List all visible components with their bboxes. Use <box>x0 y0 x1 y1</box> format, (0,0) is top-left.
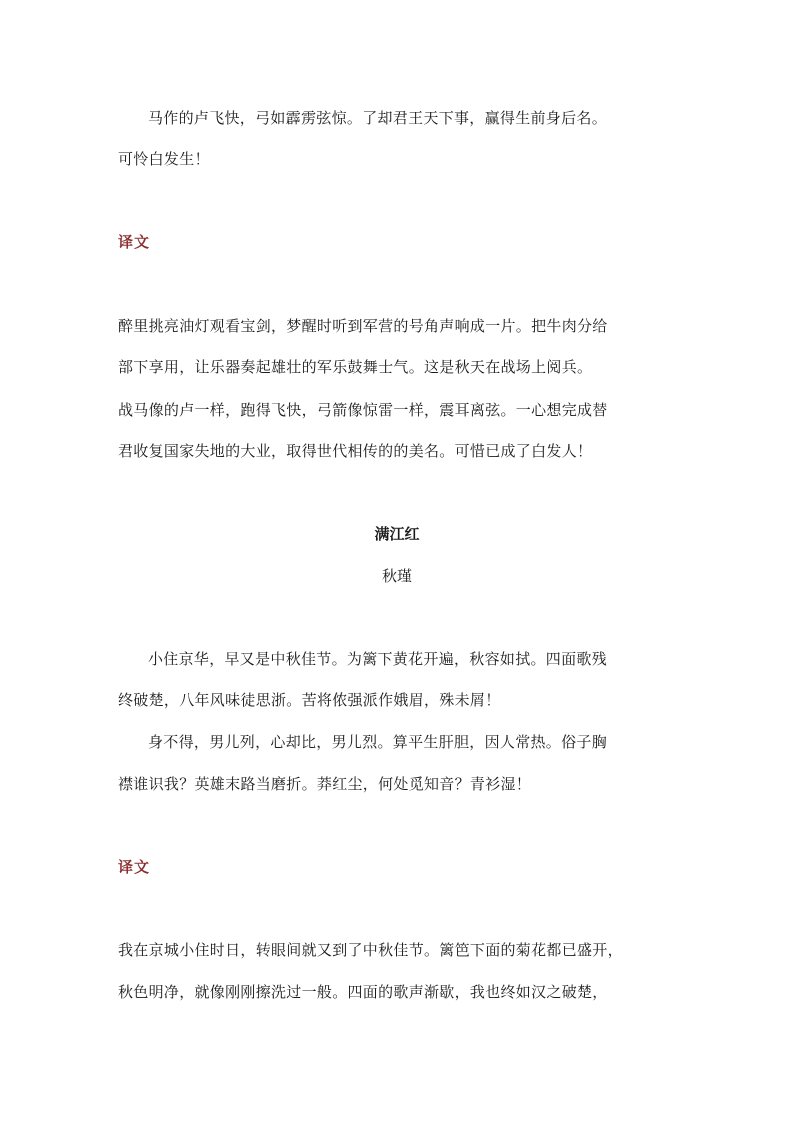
poem-line: 终破楚，八年风味徒思浙。苦将侬强派作娥眉，殊未屑！ <box>118 691 501 709</box>
translation-line: 战马像的卢一样，跑得飞快，弓箭像惊雷一样，震耳离弦。一心想完成替 <box>118 401 608 419</box>
poem-author: 秋瑾 <box>381 567 412 585</box>
poem-title: 满江红 <box>374 525 420 543</box>
translation-line: 我在京城小住时日，转眼间就又到了中秋佳节。篱笆下面的菊花都已盛开， <box>118 941 623 959</box>
poem-line: 马作的卢飞快，弓如霹雳弦惊。了却君王天下事，赢得生前身后名。 <box>148 109 608 127</box>
translation-line: 秋色明净，就像刚刚擦洗过一般。四面的歌声渐歇，我也终如汉之破楚， <box>118 983 608 1001</box>
translation-line: 醉里挑亮油灯观看宝剑，梦醒时听到军营的号角声响成一片。把牛肉分给 <box>118 317 608 335</box>
poem-line: 身不得，男儿列，心却比，男儿烈。算平生肝胆，因人常热。俗子胸 <box>148 733 608 751</box>
poem-line: 可怜白发生！ <box>118 150 210 168</box>
poem-line: 襟谁识我？英雄末路当磨折。莽红尘，何处觅知音？青衫湿！ <box>118 775 532 793</box>
translation-line: 君收复国家失地的大业，取得世代相传的的美名。可惜已成了白发人！ <box>118 442 593 460</box>
translation-heading: 译文 <box>118 858 151 876</box>
translation-heading: 译文 <box>118 233 151 251</box>
poem-line: 小住京华，早又是中秋佳节。为篱下黄花开遍，秋容如拭。四面歌残 <box>148 650 608 668</box>
translation-line: 部下享用，让乐器奏起雄壮的军乐鼓舞士气。这是秋天在战场上阅兵。 <box>118 358 593 376</box>
